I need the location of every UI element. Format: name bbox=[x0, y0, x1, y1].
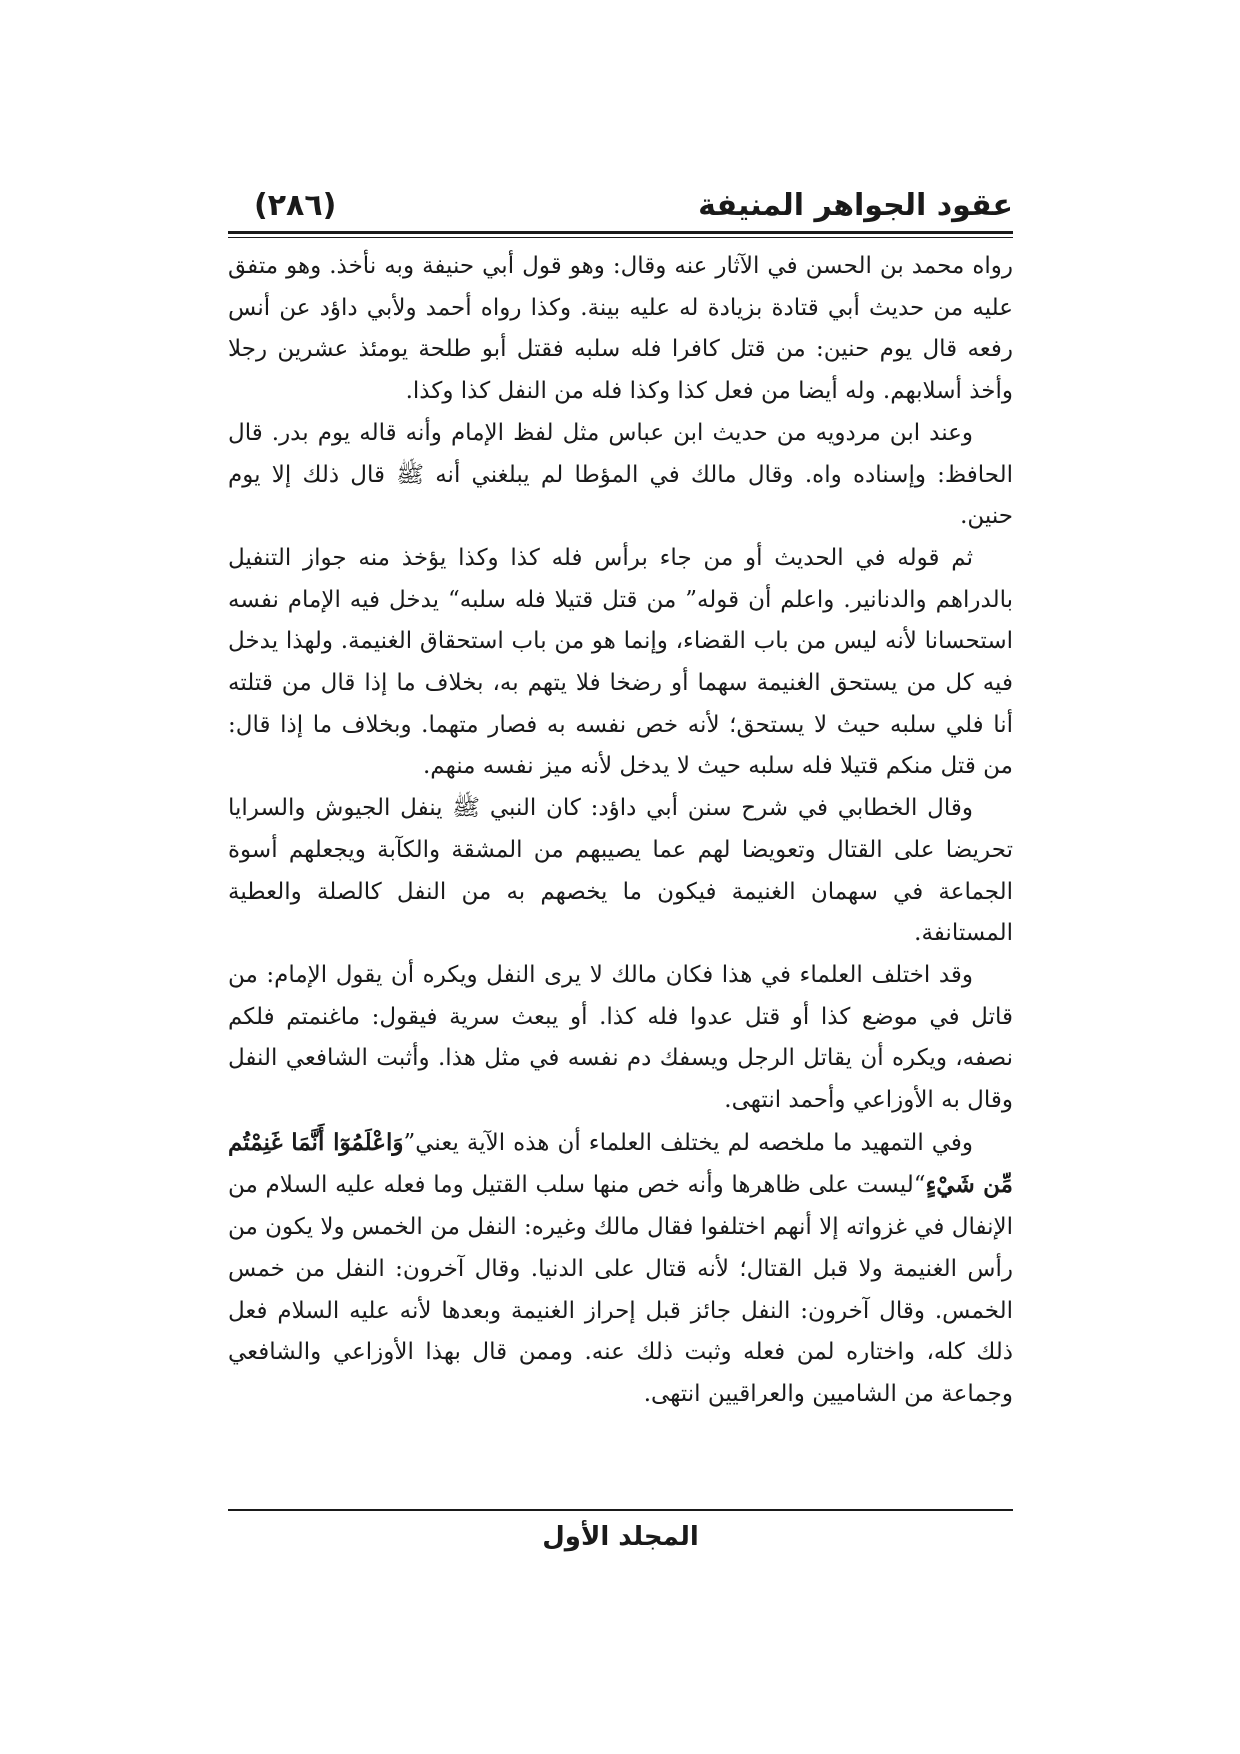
paragraph-2: وعند ابن مردويه من حديث ابن عباس مثل لفظ الإمام وأنه قاله يوم بدر. قال الحافظ: وإسناده واه. وقال مالك في المؤطا لم يبلغني أنه ﷺ قال ذلك إلا يوم حنين. bbox=[228, 419, 1013, 530]
page-footer bbox=[228, 1517, 1013, 1557]
footer-rule bbox=[228, 1509, 1013, 1511]
paragraph-6 bbox=[228, 1122, 1013, 1416]
paragraph-5: وقد اختلف العلماء في هذا فكان مالك لا يرى النفل ويكره أن يقول الإمام: من قاتل في موضع كذا أو قتل عدوا فله كذا. أو يبعث سرية فيقول: ماغنمتم فلكم نصفه، ويكره أن يقاتل الرجل ويسفك دم نفسه في مثل هذا. وأثبت الشافعي النفل وقال به الأوزاعي وأحمد انتهى. bbox=[228, 961, 1013, 1114]
volume-label: المجلد الأول bbox=[542, 1522, 699, 1552]
header-rule-thick bbox=[228, 231, 1013, 234]
paragraph-3: ثم قوله في الحديث أو من جاء برأس فله كذا وكذا يؤخذ منه جواز التنفيل بالدراهم والدنانير. واعلم أن قوله” من قتل قتيلا فله سلبه“ يدخل فيه الإمام نفسه استحسانا لأنه ليس من باب القضاء، وإنما هو من باب استحقاق الغنيمة. ولهذا يدخل فيه كل من يستحق الغنيمة سهما أو رضخا فلا يتهم به، بخلاف ما إذا قال من قتلته أنا فلي سلبه حيث لا يستحق؛ لأنه خص نفسه به فصار متهما. وبخلاف ما إذا قال: من قتل منكم قتيلا فله سلبه حيث لا يدخل لأنه ميز نفسه منهم. bbox=[228, 544, 1013, 780]
paragraph-6-intro: وفي التمهيد ما ملخصه لم يختلف العلماء أن هذه الآية يعني” bbox=[403, 1129, 974, 1156]
body-text bbox=[228, 246, 1013, 1416]
paragraph-4: وقال الخطابي في شرح سنن أبي داؤد: كان النبي ﷺ ينفل الجيوش والسرايا تحريضا على القتال وتعويضا لهم عما يصيبهم من المشقة والكآبة ويجعلهم أسوة الجماعة في سهمان الغنيمة فيكون ما يخصهم به من النفل كالصلة والعطية المستانفة. bbox=[228, 795, 1013, 947]
quran-verse: وَاعْلَمُوٓا أَنَّمَا غَنِمْتُم مِّن شَيْءٍ bbox=[228, 1128, 1013, 1199]
page-header bbox=[228, 186, 1013, 226]
paragraph-6-rest: “ليست على ظاهرها وأنه خص منها سلب القتيل وما فعله عليه السلام من الإنفال في غزواته إلا أنهم اختلفوا فقال مالك وغيره: النفل من الخمس ولا يكون من رأس الغنيمة ولا قبل القتال؛ لأنه قتال على الدنيا. وقال آخرون: النفل من خمس الخمس. وقال آخرون: النفل جائز قبل إحراز الغنيمة وبعدها لأنه عليه السلام فعل ذلك كله، واختاره لمن فعله وثبت ذلك عنه. وممن قال بهذا الأوزاعي والشافعي وجماعة من الشاميين والعراقيين انتهى. bbox=[228, 1172, 1013, 1407]
paragraph-1: رواه محمد بن الحسن في الآثار عنه وقال: وهو قول أبي حنيفة وبه نأخذ. وهو متفق عليه من حديث أبي قتادة بزيادة له عليه بينة. وكذا رواه أحمد ولأبي داؤد عن أنس رفعه قال يوم حنين: من قتل كافرا فله سلبه فقتل أبو طلحة يومئذ عشرين رجلا وأخذ أسلابهم. وله أيضا من فعل كذا وكذا فله من النفل كذا وكذا. bbox=[228, 253, 1013, 405]
header-rule-thin bbox=[228, 237, 1013, 238]
page-number: (٢٨٦) bbox=[254, 188, 337, 223]
book-title: عقود الجواهر المنيفة bbox=[698, 188, 1013, 223]
